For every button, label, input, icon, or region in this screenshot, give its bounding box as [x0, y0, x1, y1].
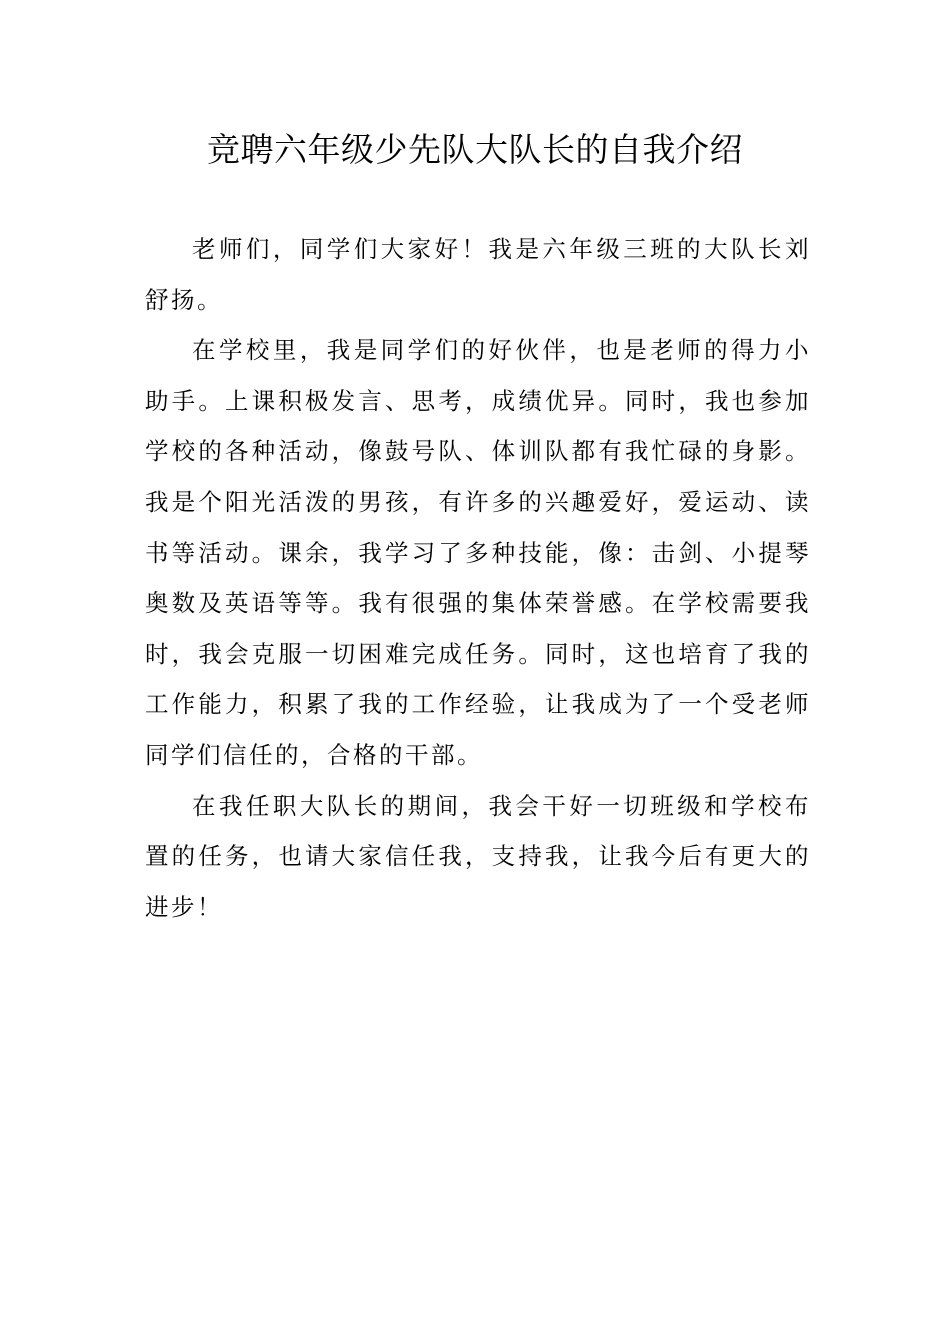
paragraph-pledge: 在我任职大队长的期间，我会干好一切班级和学校布置的任务，也请大家信任我，支持我，让我今后有更大的进步！	[145, 791, 811, 921]
paragraph-self-description: 在学校里，我是同学们的好伙伴，也是老师的得力小助手。上课积极发言、思考，成绩优异。同时，我也参加学校的各种活动，像鼓号队、体训队都有我忙碌的身影。我是个阳光活泼的男孩，有许多的兴趣爱好，爱运动、读书等活动。课余，我学习了多种技能，像：击剑、小提琴奥数及英语等等。我有很强的集体荣誉感。在学校需要我时，我会克服一切困难完成任务。同时，这也培育了我的工作能力，积累了我的工作经验，让我成为了一个受老师同学们信任的，合格的干部。	[145, 336, 811, 769]
paragraph-greeting: 老师们，同学们大家好！我是六年级三班的大队长刘舒扬。	[145, 235, 811, 314]
document-body	[145, 224, 811, 932]
document-title: 竞聘六年级少先队大队长的自我介绍	[207, 130, 743, 169]
